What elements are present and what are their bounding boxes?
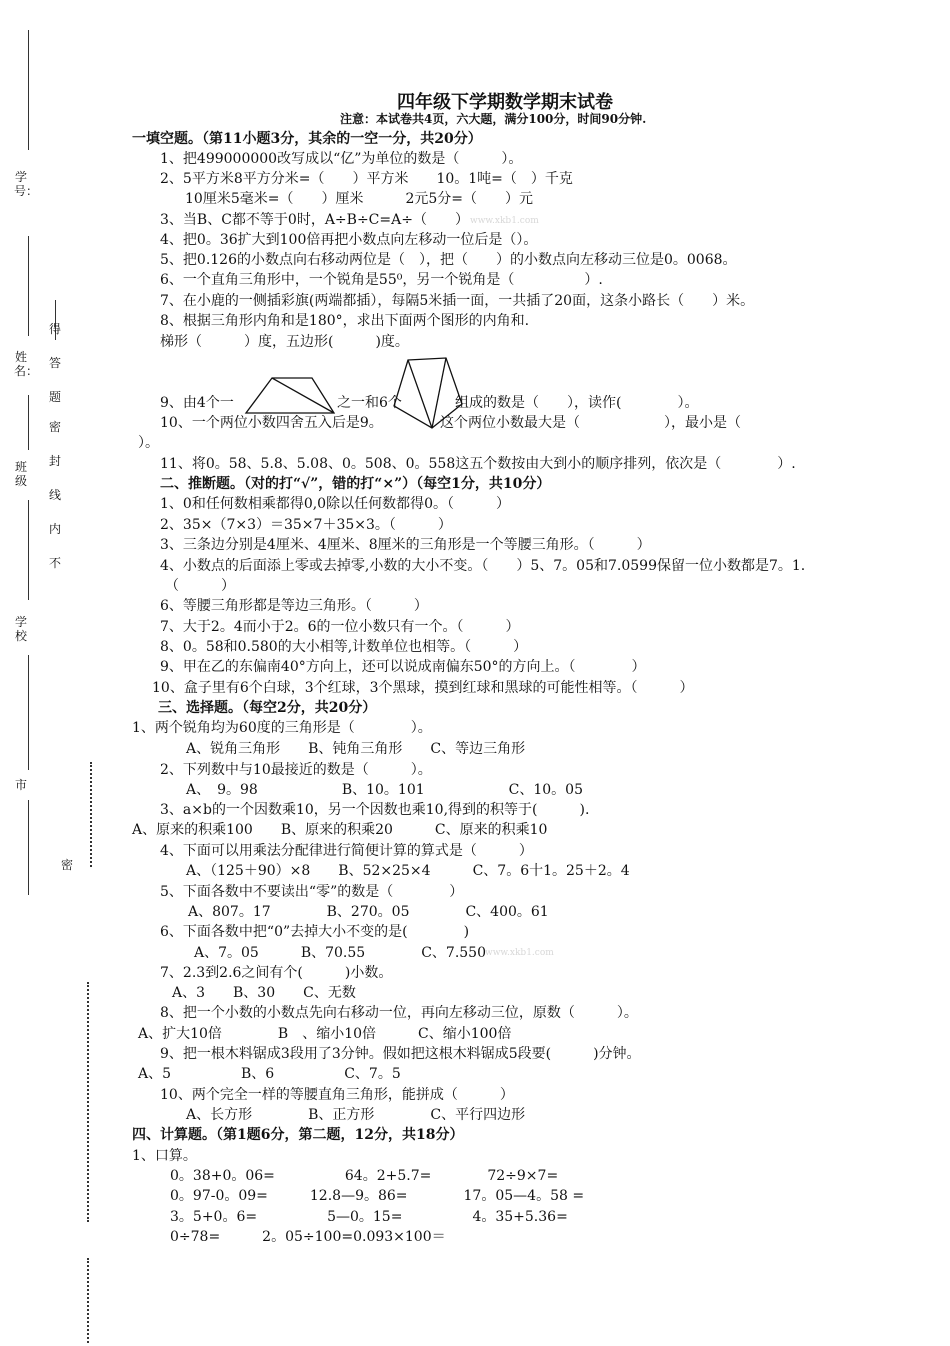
watermark-text: www.xkb1.com — [470, 216, 539, 226]
option-line: A、807。17 B、270。05 C、400。61 — [188, 904, 549, 920]
calc-line: 0。38+0。06= 64。2+5.7= 72÷9×7= — [170, 1168, 559, 1184]
question-line: 4、把0。36扩大到100倍再把小数点向左移动一位后是（）。 — [160, 232, 538, 248]
dotted-fold-line-1 — [90, 762, 92, 867]
question-line: 这个两位小数最大是（ ），最小是（ — [440, 415, 741, 431]
option-line: A、 9。98 B、10。101 C、10。05 — [186, 782, 583, 798]
section-2-heading: 二、推断题。（对的打“√”，错的打“×”）（每空1分，共10分） — [160, 476, 551, 492]
question-line: 4、小数点的后面添上零或去掉零,小数的大小不变。（ ）5、7。05和7.0599保留一位小数都是7。1. — [160, 558, 806, 574]
question-line: 8、把一个小数的小数点先向右移动一位，再向左移动三位，原数（ ）。 — [160, 1005, 638, 1021]
school-label: 学校 — [14, 615, 27, 643]
question-line: 7、大于2。4而小于2。6的一位小数只有一个。（ ） — [160, 619, 520, 635]
question-line: （ ） — [165, 578, 235, 594]
question-line: 3、a×b的一个因数乘10，另一个因数也乘10,得到的积等于( ). — [160, 802, 590, 818]
margin-rule-2 — [28, 236, 29, 336]
seal-text-right: 得答题 — [48, 322, 61, 404]
dotted-fold-line-2 — [87, 982, 89, 1222]
question-line: 9、由4个一 — [160, 395, 234, 411]
calc-line: 3。5+0。6= 5—0。15= 4。35+5.36= — [170, 1209, 568, 1225]
question-line: 8、0。58和0.580的大小相等,计数单位也相等。（ ） — [160, 639, 528, 655]
option-line: A、3 B、30 C、无数 — [172, 985, 356, 1001]
city-label: 市 — [14, 778, 27, 792]
question-line: 8、根据三角形内角和是180°，求出下面两个图形的内角和. — [160, 313, 530, 329]
question-line: 10、一个两位小数四舍五入后是9。 — [160, 415, 383, 431]
question-line: 10、盒子里有6个白球，3个红球，3个黑球，摸到红球和黑球的可能性相等。（ ） — [152, 680, 694, 696]
option-line: A、5 B、6 C、7。5 — [138, 1066, 401, 1082]
watermark-text: www.xkb1.com — [485, 948, 554, 958]
question-line: 1、0和任何数相乘都得0,0除以任何数都得0。（ ） — [160, 496, 510, 512]
question-line: 10厘米5毫米=（ ）厘米 2元5分=（ ）元 — [185, 191, 533, 207]
section-3-heading: 三、选择题。（每空2分，共20分） — [158, 700, 377, 716]
seal-text-left: 密封线内不 — [48, 420, 61, 570]
question-line: 5、下面各数中不要读出“零”的数是（ ） — [160, 884, 464, 900]
question-line: 梯形（ ）度，五边形( )度。 — [160, 334, 409, 350]
question-line: 6、一个直角三角形中，一个锐角是55⁰，另一个锐角是（ ）. — [160, 272, 603, 288]
question-line: 2、35×（7×3）＝35×7＋35×3。（ ） — [160, 517, 452, 533]
question-line: 9、甲在乙的东偏南40°方向上，还可以说成南偏东50°的方向上。（ ） — [160, 659, 646, 675]
question-line: 2、下列数中与10最接近的数是（ ）。 — [160, 762, 432, 778]
question-line: 1、把499000000改写成以“亿”为单位的数是（ ）。 — [160, 151, 523, 167]
question-line: 6、下面各数中把“0”去掉大小不变的是( ) — [160, 924, 470, 940]
question-line: 之一和6个 — [337, 395, 402, 411]
exam-notice: 注意：本试卷共4页，六大题，满分100分，时间90分钟. — [340, 112, 647, 126]
question-line: 2、5平方米8平方分米=（ ）平方米 10。1吨=（ ）千克 — [160, 171, 573, 187]
option-line: A、（125＋90）×8 B、52×25×4 C、7。6十1。25＋2。4 — [186, 863, 630, 879]
question-line: 9、把一根木料锯成3段用了3分钟。假如把这根木料锯成5段要( )分钟。 — [160, 1046, 641, 1062]
question-line: 3、三条边分别是4厘米、4厘米、8厘米的三角形是一个等腰三角形。（ ） — [160, 537, 651, 553]
question-line: 10、两个完全一样的等腰直角三角形，能拼成（ ） — [160, 1087, 514, 1103]
option-line: A、原来的积乘100 B、原来的积乘20 C、原来的积乘10 — [132, 822, 548, 838]
student-no-label: 学号： — [14, 170, 39, 198]
margin-rule-6 — [28, 655, 29, 770]
option-line: A、锐角三角形 B、钝角三角形 C、等边三角形 — [186, 741, 526, 757]
option-line: A、7。05 B、70.55 C、7.550 — [194, 945, 486, 961]
option-line: A、扩大10倍 B 、缩小10倍 C、缩小100倍 — [138, 1026, 512, 1042]
seal-mi-label: 密 — [60, 858, 73, 872]
question-line: 11、将0。58、5.8、5.08、0。508、0。558这五个数按由大到小的顺序排列，依次是（ ）. — [160, 456, 796, 472]
question-line: 5、把0.126的小数点向右移动两位是（ ），把（ ）的小数点向左移动三位是0。0068。 — [160, 252, 737, 268]
margin-rule-4 — [28, 395, 29, 450]
question-line: 7、在小鹿的一侧插彩旗(两端都插），每隔5米插一面，一共插了20面，这条小路长（ ）米。 — [160, 293, 755, 309]
section-4-heading: 四、计算题。（第1题6分，第二题，12分，共18分） — [132, 1127, 464, 1143]
question-line: 6、等腰三角形都是等边三角形。（ ） — [160, 598, 428, 614]
question-line: 组成的数是（ ），读作( ）。 — [455, 395, 699, 411]
calc-line: 0÷78= 2。05÷100=0.093×100＝ — [170, 1229, 446, 1245]
margin-rule-5 — [28, 500, 29, 600]
page-title: 四年级下学期数学期末试卷 — [397, 92, 613, 113]
question-line: 1、口算。 — [132, 1148, 197, 1164]
question-line: 7、2.3到2.6之间有个( )小数。 — [160, 965, 393, 981]
question-line: 4、下面可以用乘法分配律进行简便计算的算式是（ ） — [160, 843, 533, 859]
question-line: 3、当B、C都不等于0时，A÷B÷C=A÷（ ） — [160, 212, 469, 228]
dotted-fold-line-3 — [87, 1258, 89, 1343]
margin-rule-7 — [28, 800, 29, 895]
question-line: 1、两个锐角均为60度的三角形是（ ）。 — [132, 720, 432, 736]
question-line: ）。 — [138, 435, 159, 451]
trapezoid-figure — [244, 376, 336, 416]
option-line: A、长方形 B、正方形 C、平行四边形 — [186, 1107, 526, 1123]
section-1-heading: 一填空题。（第11小题3分，其余的一空一分，共20分） — [132, 131, 482, 147]
calc-line: 0。97-0。09= 12.8—9。86= 17。05—4。58 = — [170, 1188, 585, 1204]
name-label: 姓名： — [14, 350, 39, 378]
class-label: 班级 — [14, 460, 27, 488]
